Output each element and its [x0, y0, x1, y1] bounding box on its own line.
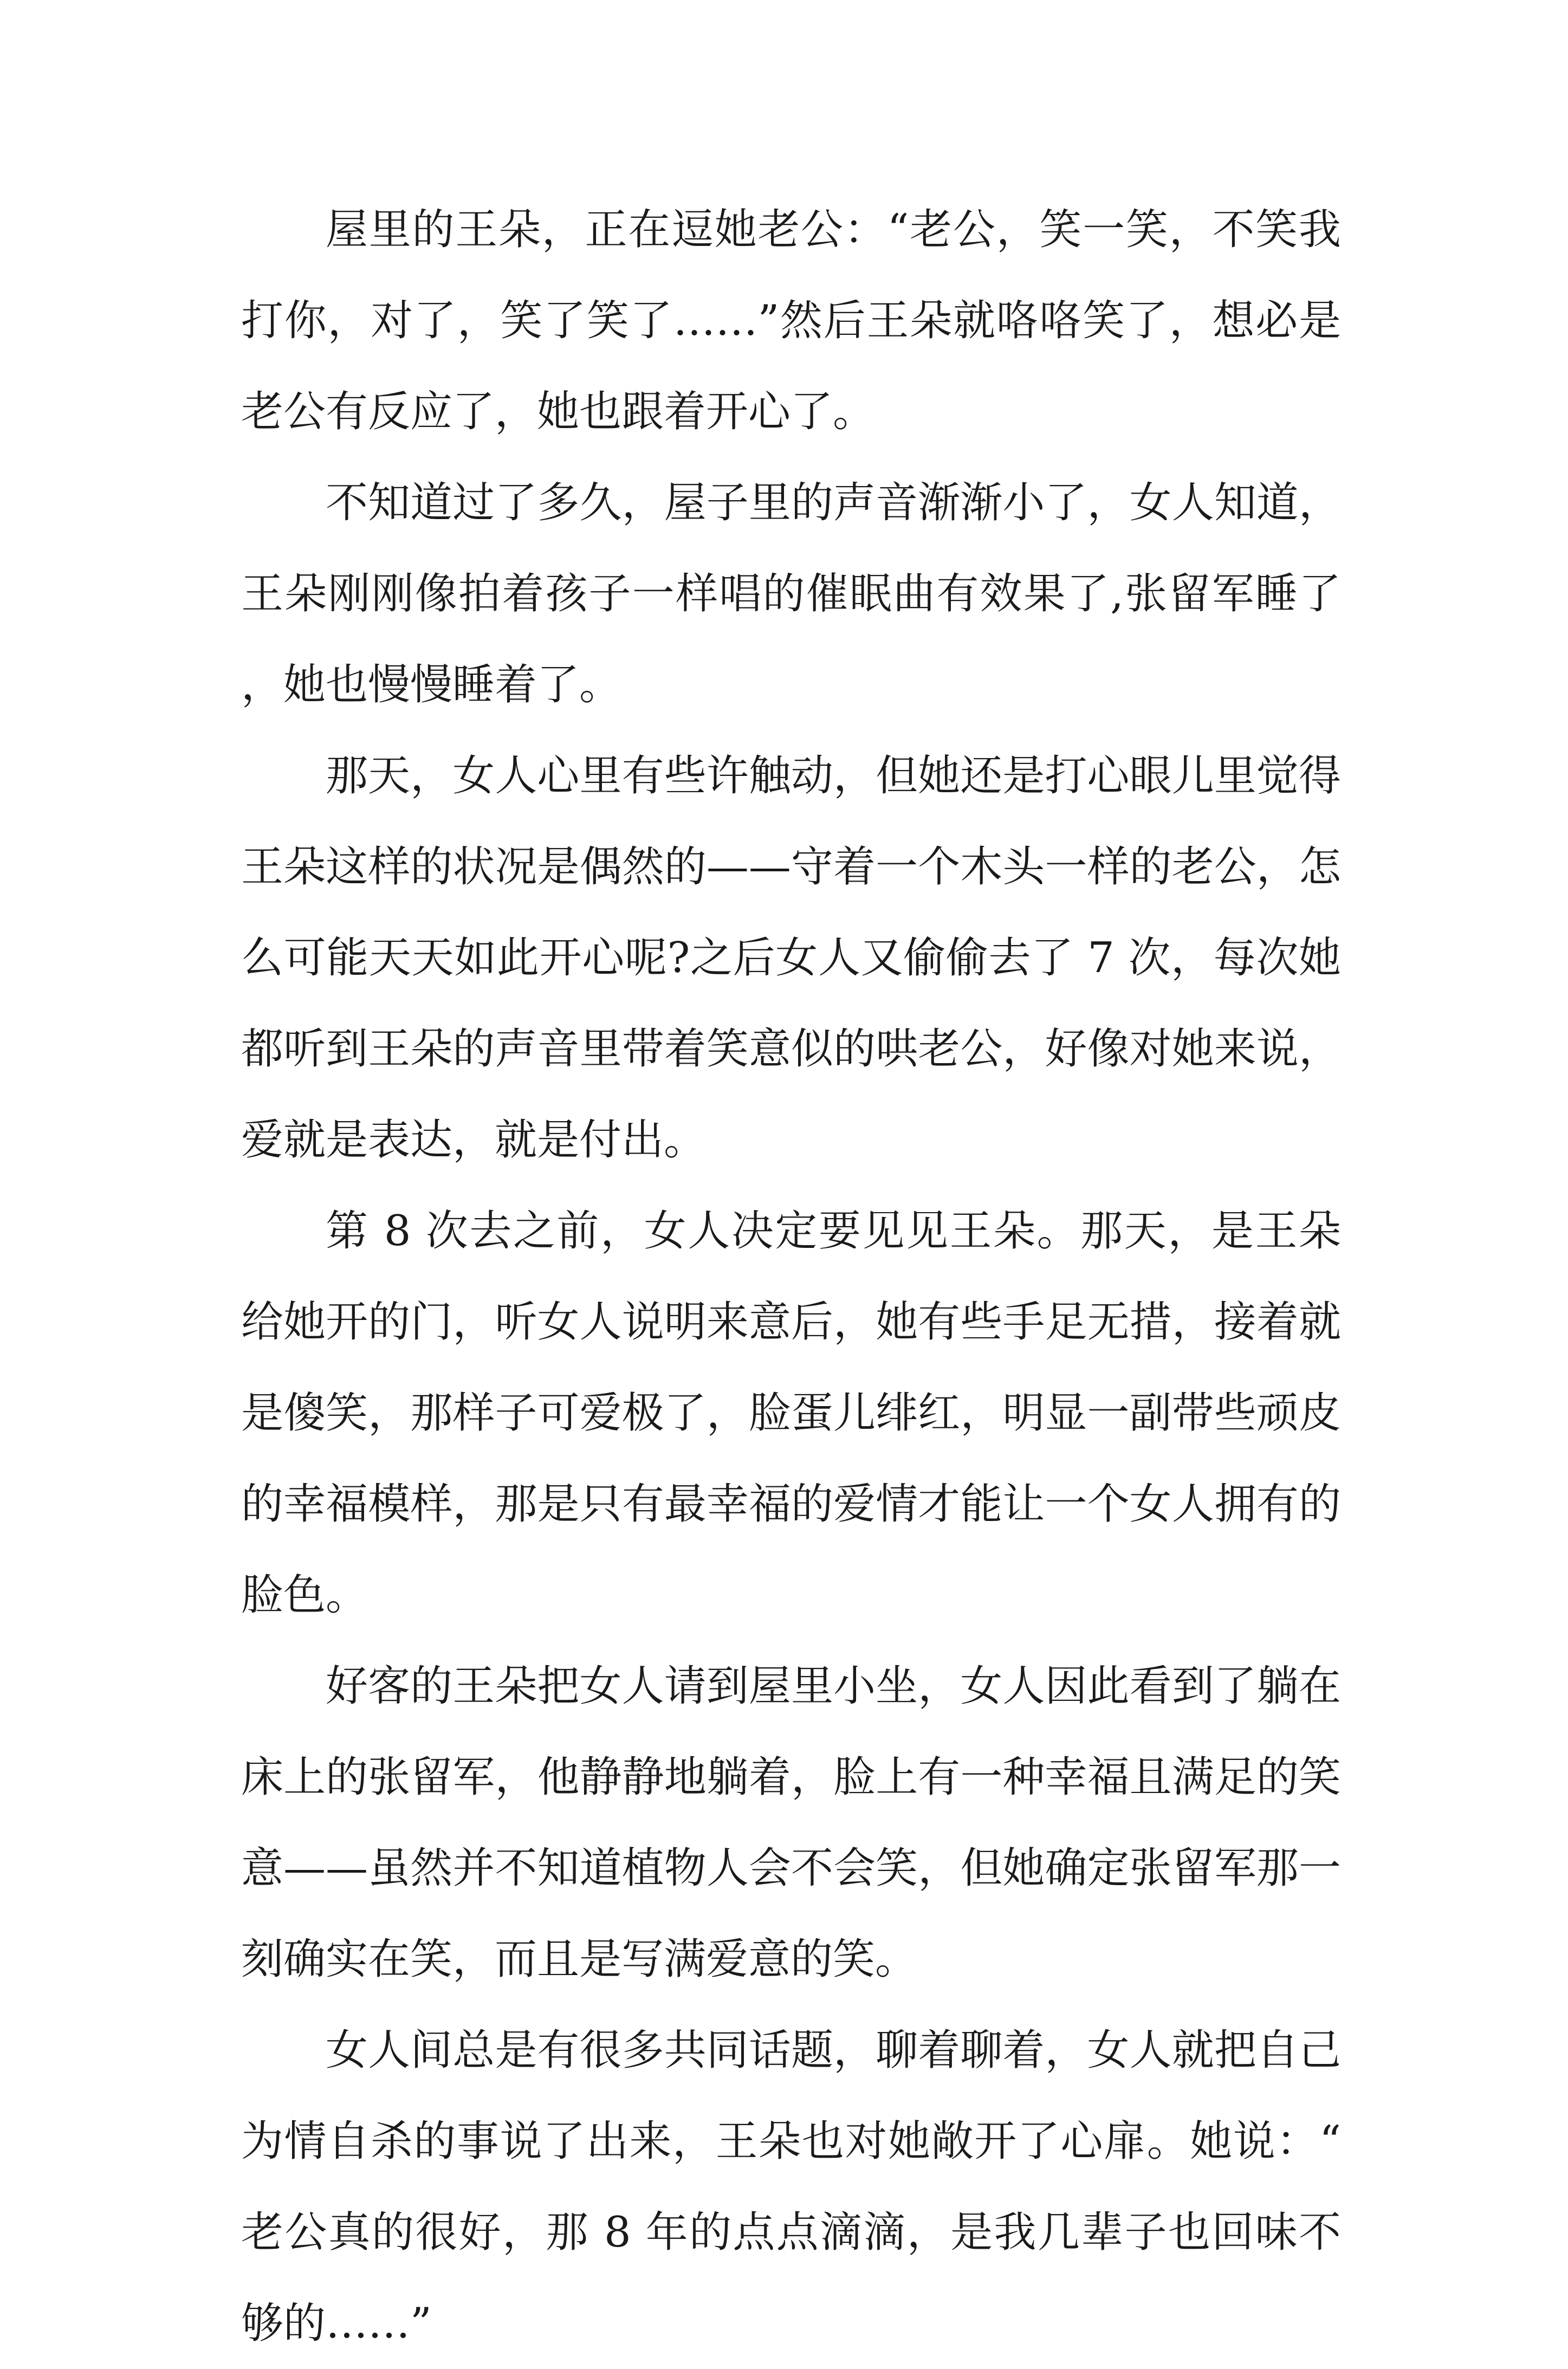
paragraph-6: 女人间总是有很多共同话题，聊着聊着，女人就把自己为情自杀的事说了出来，王朵也对她敞开了心扉。她说：“老公真的很好，那 8 年的点点滴滴，是我几辈子也回味不够的……”	[241, 2026, 1341, 2348]
paragraph-1: 屋里的王朵，正在逗她老公：“老公，笑一笑，不笑我打你，对了，笑了笑了……”然后王朵就咯咯笑了，想必是老公有反应了，她也跟着开心了。	[241, 205, 1341, 436]
paragraph-3: 那天，女人心里有些许触动，但她还是打心眼儿里觉得王朵这样的状况是偶然的——守着一个木头一样的老公，怎么可能天天如此开心呢?之后女人又偷偷去了 7 次，每次她都听到王朵的声音里带着笑意似的哄老公，好像对她来说，爱就是表达，就是付出。	[241, 752, 1341, 1164]
body-text	[241, 184, 1341, 2369]
paragraph-5: 好客的王朵把女人请到屋里小坐，女人因此看到了躺在床上的张留军，他静静地躺着，脸上有一种幸福且满足的笑意——虽然并不知道植物人会不会笑，但她确定张留军那一刻确实在笑，而且是写满爱意的笑。	[241, 1662, 1341, 1984]
paragraph-2: 不知道过了多久，屋子里的声音渐渐小了，女人知道，王朵刚刚像拍着孩子一样唱的催眠曲有效果了,张留军睡了，她也慢慢睡着了。	[241, 478, 1341, 709]
paragraph-4: 第 8 次去之前，女人决定要见见王朵。那天，是王朵给她开的门，听女人说明来意后，她有些手足无措，接着就是傻笑，那样子可爱极了，脸蛋儿绯红，明显一副带些顽皮的幸福模样，那是只有最幸福的爱情才能让一个女人拥有的脸色。	[241, 1207, 1341, 1620]
